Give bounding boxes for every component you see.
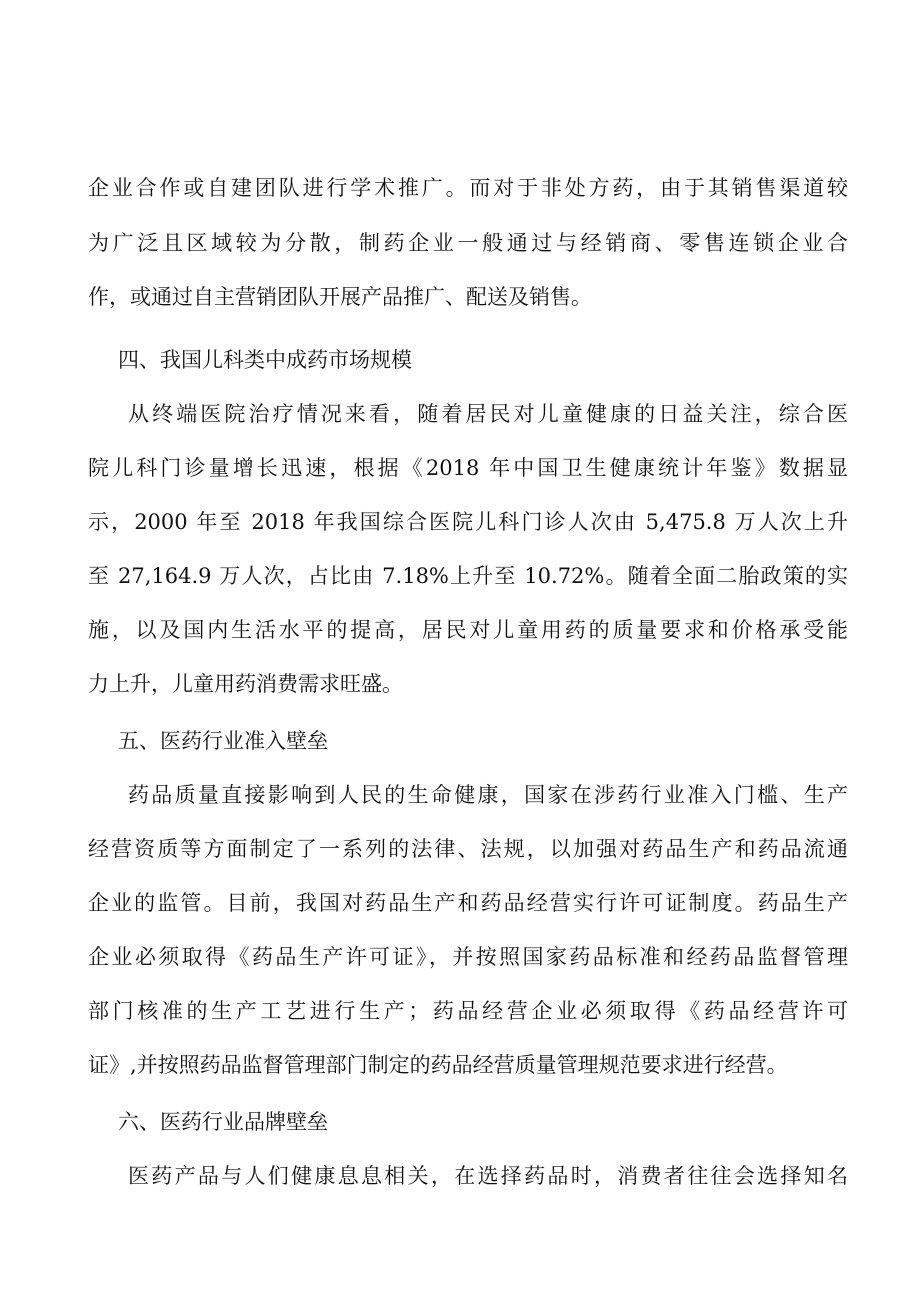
paragraph-line: 施，以及国内生活水平的提高，居民对儿童用药的质量要求和价格承受能 bbox=[88, 618, 848, 642]
paragraph-line: 企业必须取得《药品生产许可证》，并按照国家药品标准和经药品监督管理 bbox=[88, 945, 848, 969]
paragraph-line: 示，2000 年至 2018 年我国综合医院儿科门诊人次由 5,475.8 万人次上升 bbox=[88, 510, 848, 534]
paragraph-line: 院儿科门诊量增长迅速，根据《2018 年中国卫生健康统计年鉴》数据显 bbox=[88, 456, 848, 480]
paragraph-line: 企业合作或自建团队进行学术推广。而对于非处方药，由于其销售渠道较 bbox=[88, 176, 848, 200]
section-heading-4: 四、我国儿科类中成药市场规模 bbox=[118, 348, 412, 372]
paragraph-line: 力上升，儿童用药消费需求旺盛。 bbox=[88, 672, 403, 696]
paragraph-line: 部门核准的生产工艺进行生产；药品经营企业必须取得《药品经营许可 bbox=[88, 999, 848, 1023]
paragraph-line: 为广泛且区域较为分散，制药企业一般通过与经销商、零售连锁企业合 bbox=[88, 231, 848, 255]
paragraph-line: 药品质量直接影响到人民的生命健康，国家在涉药行业准入门槛、生产 bbox=[128, 783, 848, 807]
paragraph-line: 作，或通过自主营销团队开展产品推广、配送及销售。 bbox=[88, 285, 592, 309]
section-heading-5: 五、医药行业准入壁垒 bbox=[118, 729, 328, 753]
paragraph-line: 企业的监管。目前，我国对药品生产和药品经营实行许可证制度。药品生产 bbox=[88, 891, 848, 915]
section-heading-6: 六、医药行业品牌壁垒 bbox=[118, 1110, 328, 1134]
paragraph-line: 证》,并按照药品监督管理部门制定的药品经营质量管理规范要求进行经营。 bbox=[88, 1053, 788, 1077]
paragraph-line: 医药产品与人们健康息息相关，在选择药品时，消费者往往会选择知名 bbox=[128, 1164, 848, 1188]
paragraph-line: 从终端医院治疗情况来看，随着居民对儿童健康的日益关注，综合医 bbox=[128, 402, 848, 426]
paragraph-line: 至 27,164.9 万人次，占比由 7.18%上升至 10.72%。随着全面二胎政策的实 bbox=[88, 564, 848, 588]
paragraph-line: 经营资质等方面制定了一系列的法律、法规，以加强对药品生产和药品流通 bbox=[88, 837, 848, 861]
